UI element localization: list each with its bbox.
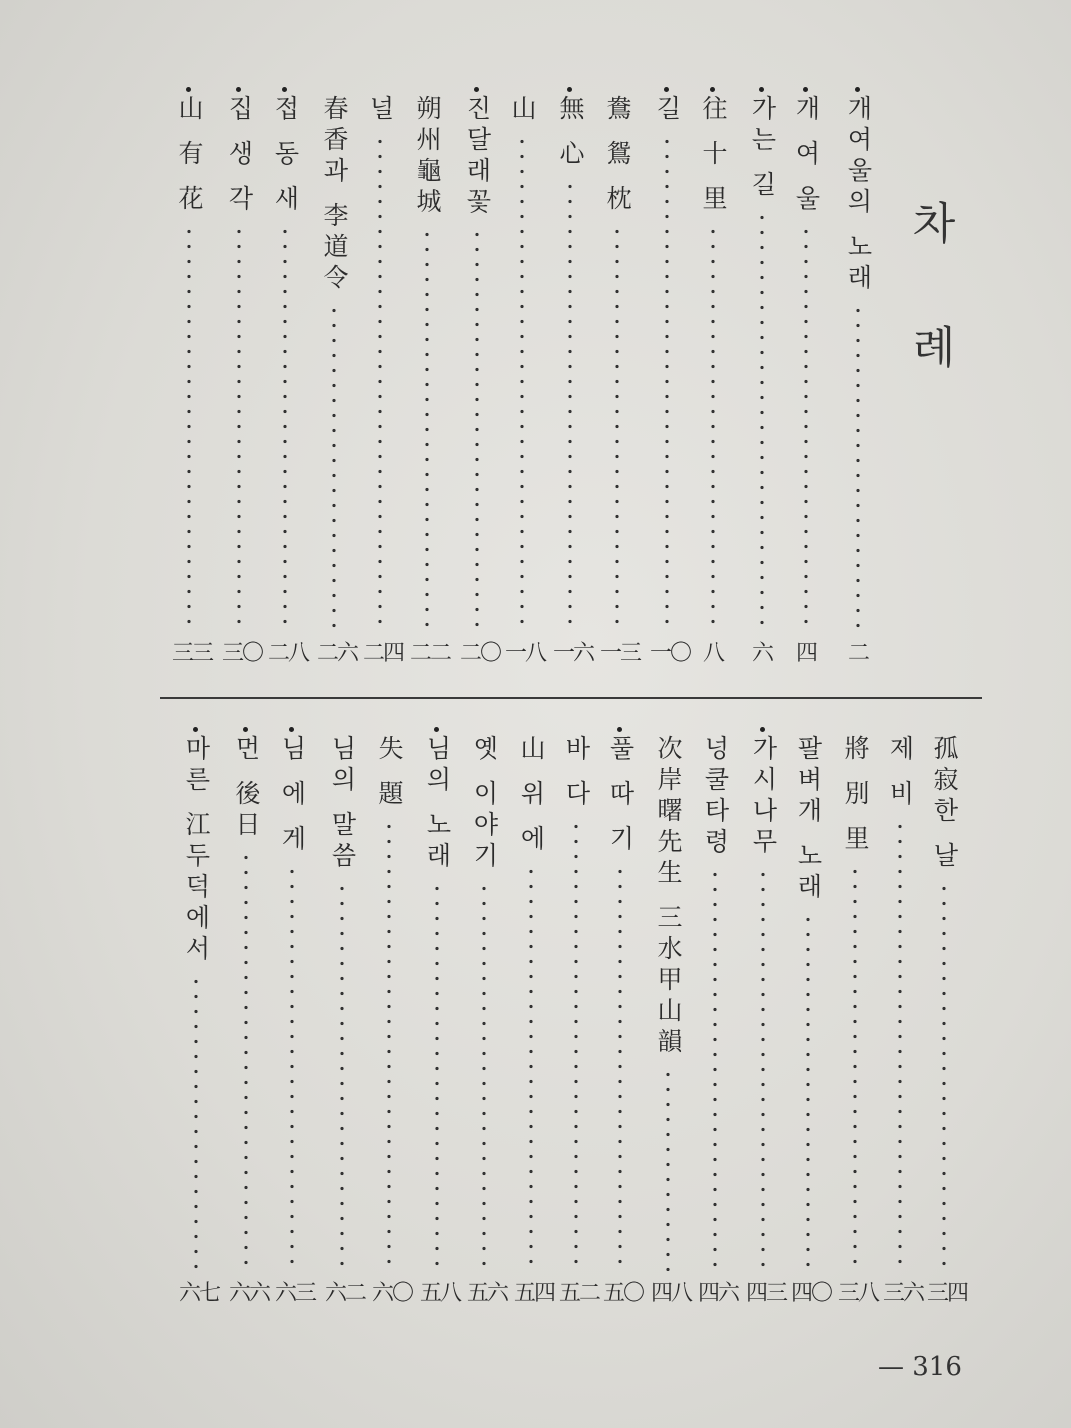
bullet-icon xyxy=(289,727,294,732)
entry-page: 二二 xyxy=(410,641,451,666)
entry-title: 님 에 게 xyxy=(278,735,307,856)
bullet-icon xyxy=(243,727,248,732)
entry-title: 가는 길 xyxy=(748,95,777,202)
entry-page: 四三 xyxy=(746,1281,787,1306)
entry-page: 三三 xyxy=(172,641,213,666)
bullet-icon xyxy=(759,87,764,92)
leader-dots xyxy=(568,179,572,631)
bullet-icon xyxy=(474,87,479,92)
leader-dots xyxy=(666,1067,670,1271)
toc-entry[interactable] xyxy=(363,95,404,666)
entry-title: 진달래꽃 xyxy=(463,95,492,219)
entry-page: 五八 xyxy=(420,1281,461,1306)
entry-page: 六六 xyxy=(229,1281,270,1306)
entry-title: 접 동 새 xyxy=(271,95,300,216)
toc-entry[interactable] xyxy=(559,735,600,1306)
bullet-icon xyxy=(617,727,622,732)
section-divider xyxy=(160,697,982,699)
toc-entry[interactable] xyxy=(746,735,787,1306)
toc-entry[interactable] xyxy=(275,735,316,1306)
bullet-icon xyxy=(236,87,241,92)
entry-page: 二 xyxy=(847,641,868,666)
toc-entry[interactable] xyxy=(927,735,968,1306)
leader-dots xyxy=(665,134,669,631)
entry-page: 五〇 xyxy=(603,1281,644,1306)
leader-dots xyxy=(806,912,810,1271)
entry-title: 山 xyxy=(508,95,537,126)
leader-dots xyxy=(378,134,382,631)
toc-entry[interactable] xyxy=(651,735,692,1306)
entry-title: 次岸曙先生 三水甲山韻 xyxy=(654,735,683,1059)
leader-dots xyxy=(761,867,765,1271)
entry-title: 鴦 鴛 枕 xyxy=(603,95,632,216)
leader-dots xyxy=(237,224,241,631)
entry-title: 朔州龜城 xyxy=(413,95,442,219)
leader-dots xyxy=(574,819,578,1271)
page-number: — 316 xyxy=(878,1352,962,1382)
page-title: 차례 xyxy=(904,200,955,448)
entry-page: 八 xyxy=(702,641,723,666)
toc-entry[interactable] xyxy=(229,735,270,1306)
entry-page: 三六 xyxy=(883,1281,924,1306)
toc-entry[interactable] xyxy=(467,735,508,1306)
entry-page: 四〇 xyxy=(791,1281,832,1306)
entry-title: 님의 노래 xyxy=(423,735,452,873)
entry-page: 四八 xyxy=(651,1281,692,1306)
toc-entry[interactable] xyxy=(600,95,641,666)
leader-dots xyxy=(187,224,191,631)
entry-title: 옛 이야기 xyxy=(470,735,499,873)
entry-page: 六〇 xyxy=(372,1281,413,1306)
entry-title: 失 題 xyxy=(375,735,404,811)
toc-entry[interactable] xyxy=(838,735,879,1306)
bullet-icon xyxy=(760,727,765,732)
entry-page: 六二 xyxy=(325,1281,366,1306)
toc-entry[interactable] xyxy=(745,95,779,665)
leader-dots xyxy=(853,864,857,1271)
leader-dots xyxy=(482,881,486,1271)
entry-title: 山 위 에 xyxy=(517,735,546,856)
entry-page: 三八 xyxy=(838,1281,879,1306)
entry-title: 풀 따 기 xyxy=(606,735,635,856)
bullet-icon xyxy=(710,87,715,92)
entry-title: 길 xyxy=(653,95,682,126)
entry-page: 五二 xyxy=(559,1281,600,1306)
leader-dots xyxy=(475,227,479,631)
entry-title: 개 여 울 xyxy=(792,95,821,216)
entry-page: 一八 xyxy=(505,641,546,666)
entry-title: 널 xyxy=(366,95,395,126)
toc-entry[interactable] xyxy=(883,735,924,1306)
leader-dots xyxy=(520,134,524,631)
entry-page: 三〇 xyxy=(222,641,263,666)
entry-title: 바 다 xyxy=(562,735,591,811)
bullet-icon xyxy=(567,87,572,92)
toc-entry[interactable] xyxy=(696,95,730,665)
toc-entry[interactable] xyxy=(460,95,501,666)
entry-page: 四 xyxy=(795,641,816,666)
toc-entry[interactable] xyxy=(603,735,644,1306)
leader-dots xyxy=(194,974,198,1271)
toc-entry[interactable] xyxy=(553,95,594,666)
leader-dots xyxy=(332,303,336,631)
entry-page: 二四 xyxy=(363,641,404,666)
entry-page: 六三 xyxy=(275,1281,316,1306)
leader-dots xyxy=(804,224,808,631)
leader-dots xyxy=(615,224,619,631)
entry-title: 往 十 里 xyxy=(699,95,728,216)
leader-dots xyxy=(618,864,622,1271)
toc-entry[interactable] xyxy=(222,95,263,666)
leader-dots xyxy=(898,819,902,1271)
entry-title: 제 비 xyxy=(886,735,915,811)
entry-title: 將 別 里 xyxy=(841,735,870,856)
entry-title: 孤寂한 날 xyxy=(930,735,959,873)
bullet-icon xyxy=(434,727,439,732)
entry-page: 五六 xyxy=(467,1281,508,1306)
leader-dots xyxy=(425,227,429,631)
entry-page: 四六 xyxy=(698,1281,739,1306)
toc-entry[interactable] xyxy=(650,95,691,666)
entry-page: 六七 xyxy=(179,1281,220,1306)
toc-entry[interactable] xyxy=(420,735,461,1306)
bullet-icon xyxy=(186,87,191,92)
leader-dots xyxy=(435,881,439,1271)
toc-entry[interactable] xyxy=(268,95,309,666)
bullet-icon xyxy=(193,727,198,732)
entry-title: 無 心 xyxy=(556,95,585,171)
leader-dots xyxy=(529,864,533,1271)
entry-title: 개여울의 노래 xyxy=(844,95,873,295)
toc-entry[interactable] xyxy=(698,735,739,1306)
entry-title: 山 有 花 xyxy=(175,95,204,216)
entry-title: 春香과 李道令 xyxy=(320,95,349,295)
leader-dots xyxy=(713,867,717,1271)
toc-entry[interactable] xyxy=(505,95,546,666)
toc-entry[interactable] xyxy=(179,735,220,1306)
toc-entry[interactable] xyxy=(841,95,875,665)
entry-page: 二八 xyxy=(268,641,309,666)
toc-entry[interactable] xyxy=(791,735,832,1306)
bullet-icon xyxy=(664,87,669,92)
entry-title: 마른 江두덕에서 xyxy=(182,735,211,966)
leader-dots xyxy=(283,224,287,631)
toc-entry[interactable] xyxy=(514,735,555,1306)
entry-title: 님의 말씀 xyxy=(328,735,357,873)
entry-page: 一〇 xyxy=(650,641,691,666)
leader-dots xyxy=(760,210,764,631)
toc-entry[interactable] xyxy=(172,95,213,666)
leader-dots xyxy=(942,881,946,1271)
entry-page: 五四 xyxy=(514,1281,555,1306)
entry-page: 二六 xyxy=(317,641,358,666)
entry-title: 넝쿨타령 xyxy=(701,735,730,859)
bullet-icon xyxy=(282,87,287,92)
entry-page: 三四 xyxy=(927,1281,968,1306)
leader-dots xyxy=(387,819,391,1271)
leader-dots xyxy=(244,850,248,1271)
toc-entry[interactable] xyxy=(325,735,366,1306)
entry-page: 一六 xyxy=(553,641,594,666)
entry-title: 가시나무 xyxy=(749,735,778,859)
bullet-icon xyxy=(855,87,860,92)
leader-dots xyxy=(856,303,860,631)
leader-dots xyxy=(340,881,344,1271)
entry-page: 二〇 xyxy=(460,641,501,666)
entry-title: 팔벼개 노래 xyxy=(794,735,823,904)
bullet-icon xyxy=(803,87,808,92)
entry-title: 먼 後日 xyxy=(232,735,261,842)
entry-page: 一三 xyxy=(600,641,641,666)
leader-dots xyxy=(290,864,294,1271)
toc-entry[interactable] xyxy=(410,95,451,666)
entry-page: 六 xyxy=(751,641,772,666)
toc-entry[interactable] xyxy=(317,95,358,666)
toc-entry[interactable] xyxy=(372,735,413,1306)
entry-title: 집 생 각 xyxy=(225,95,254,216)
leader-dots xyxy=(711,224,715,631)
toc-entry[interactable] xyxy=(789,95,823,665)
